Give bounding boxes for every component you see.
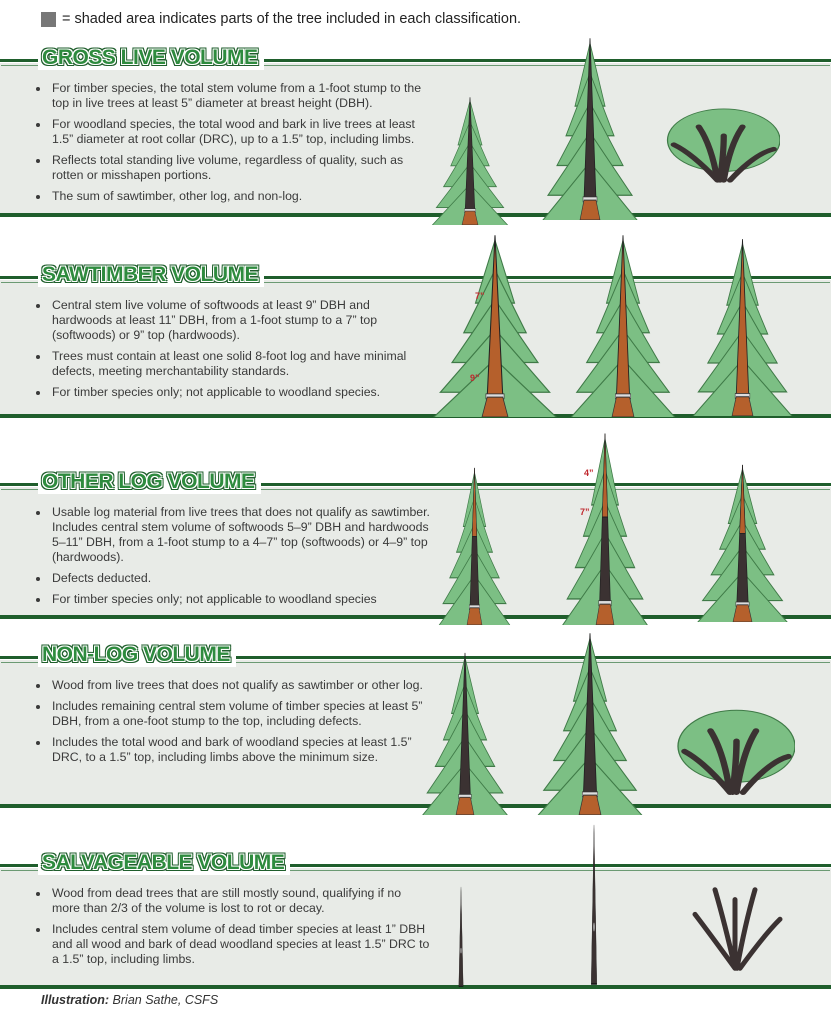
- bullet: • The sum of sawtimber, other log, and non-log.: [50, 189, 430, 204]
- bullet-list: [38, 81, 430, 210]
- illustration-graphic: [450, 885, 472, 990]
- bullet: • Includes the total wood and bark of woodland species at least 1.5” DRC, to a 1.5” top, including limbs above the minimum size.: [50, 735, 430, 765]
- illustration-graphic: [540, 35, 640, 220]
- measurement-label: 9”: [470, 373, 480, 383]
- illustration-graphic: [430, 95, 510, 225]
- conifer-tree-illustration: [535, 630, 645, 815]
- conifer-tree-illustration: [690, 236, 795, 416]
- bullet: • Trees must contain at least one solid 8-foot log and have minimal defects, meeting merchantability standards.: [50, 349, 430, 379]
- bullet: • For woodland species, the total wood and bark in live trees at least 1.5” diameter at root collar (DRC), up to a 1.5” top, including limbs.: [50, 117, 430, 147]
- illustration-graphic: [535, 630, 645, 815]
- section-title: GROSS LIVE VOLUME: [38, 46, 264, 70]
- illustration-graphic: [420, 650, 510, 815]
- conifer-tree-illustration: [437, 465, 512, 625]
- illustration-graphic: [695, 462, 790, 622]
- bullet: • Usable log material from live trees that does not qualify as sawtimber. Includes central stem volume of softwoods 5–9” DBH and hardwoods 5–11” DBH, from a 1-foot stump to a 4–7” top (softwoods) or 4–9” top (hardwoods).: [50, 505, 430, 565]
- conifer-tree-illustration: [568, 232, 678, 417]
- illustration-graphic: [665, 700, 795, 815]
- conifer-tree-illustration: [540, 35, 640, 220]
- bullet: • Wood from live trees that does not qualify as sawtimber or other log.: [50, 678, 430, 693]
- bullet: • Wood from dead trees that are still mostly sound, qualifying if no more than 2/3 of the volume is lost to rot or decay.: [50, 886, 430, 916]
- illustration-graphic: [560, 430, 650, 625]
- bullet: • Reflects total standing live volume, regardless of quality, such as rotten or misshapen portions.: [50, 153, 430, 183]
- bullet: • For timber species only; not applicable to woodland species.: [50, 385, 430, 400]
- section-title: SALVAGEABLE VOLUME: [38, 851, 290, 875]
- bullet: • For timber species, the total stem volume from a 1-foot stump to the top in live trees at least 5” diameter at breast height (DBH).: [50, 81, 430, 111]
- bullet-list: [38, 505, 430, 613]
- bullet: • For timber species only; not applicable to woodland species: [50, 592, 430, 607]
- conifer-tree-illustration: [420, 650, 510, 815]
- section-title: SAWTIMBER VOLUME: [38, 263, 264, 287]
- credit-name: Brian Sathe, CSFS: [112, 993, 219, 1007]
- measurement-label: 7”: [580, 507, 590, 517]
- section-title: NON-LOG VOLUME: [38, 643, 236, 667]
- bullet-list: [38, 298, 430, 406]
- dead-shrub-illustration: [685, 875, 785, 985]
- illustration-credit: [41, 993, 218, 1007]
- illustration-graphic: [437, 465, 512, 625]
- dead-tree-illustration: [580, 822, 608, 990]
- section-title: OTHER LOG VOLUME: [38, 470, 261, 494]
- bullet: • Defects deducted.: [50, 571, 430, 586]
- bullet: • Includes central stem volume of dead timber species at least 1” DBH and all wood and bark of dead woodland species at least 1.5” DRC to a 1.5” top, including limbs.: [50, 922, 430, 967]
- illustration-graphic: [568, 232, 678, 417]
- conifer-tree-illustration: [560, 430, 650, 625]
- bullet: • Central stem live volume of softwoods at least 9” DBH and hardwoods at least 11” DBH, from a 1-foot stump to a 7” top (softwoods) or 9” top (hardwoods).: [50, 298, 430, 343]
- shrub-illustration: [665, 700, 795, 815]
- measurement-label: 7”: [475, 291, 485, 301]
- dead-tree-illustration: [450, 885, 472, 990]
- illustration-graphic: [655, 100, 780, 200]
- illustration-graphic: [690, 236, 795, 416]
- gray-square-icon: [41, 12, 56, 27]
- illustration-graphic: [430, 232, 560, 417]
- bullet-list: [38, 886, 430, 973]
- legend-text: = shaded area indicates parts of the tree included in each classification.: [62, 11, 522, 27]
- credit-label: Illustration:: [41, 993, 110, 1007]
- illustration-graphic: [685, 875, 785, 985]
- illustration-graphic: [580, 822, 608, 990]
- conifer-tree-illustration: [430, 95, 510, 225]
- legend: [41, 11, 521, 27]
- conifer-tree-illustration: [430, 232, 560, 417]
- conifer-tree-illustration: [695, 462, 790, 622]
- measurement-label: 4”: [584, 468, 594, 478]
- bullet: • Includes remaining central stem volume of timber species at least 5” DBH, from a one-foot stump to the top, including defects.: [50, 699, 430, 729]
- bullet-list: [38, 678, 430, 771]
- shrub-illustration: [655, 100, 780, 200]
